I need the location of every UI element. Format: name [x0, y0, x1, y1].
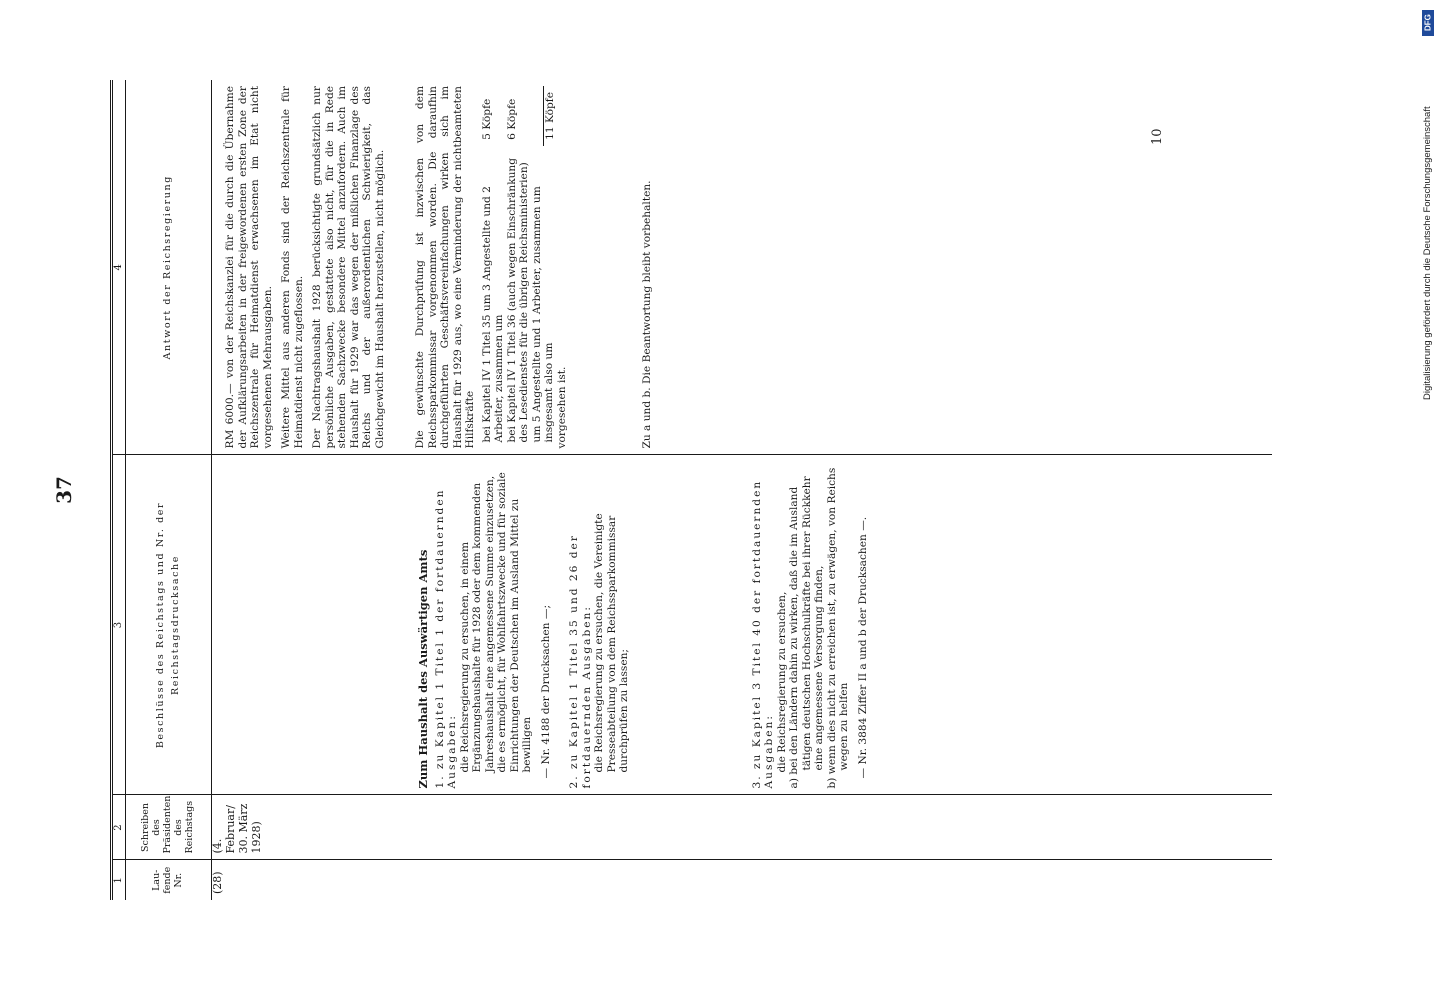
answer-1 [224, 86, 305, 449]
header-antwort: Antwort der Reichsregierung [126, 80, 212, 455]
item-reference: — Nr. 3884 Ziffer II a und b der Drucksachen —. [856, 516, 869, 779]
answer-2 [311, 86, 386, 449]
resolutions-cell [212, 455, 1273, 795]
resolution-item-2 [568, 462, 631, 789]
answer-text: Der Nachtragshaushalt 1928 berücksichtigte grundsätzlich nur persönliche Ausgaben, gestattete also nicht, für die in Rede stehenden Sachzwecke besondere Mittel anzufordern. Auch im Haushalt für 1929 war das wegen der mißlichen Finanzlage des Reichs und der außerordentlichen Schwierigkeit, das Gleichgewicht im Haushalt herzustellen, nicht möglich. [311, 86, 386, 449]
col-number-3: 3 [112, 455, 126, 795]
resolutions-table [110, 80, 1272, 900]
item-text: die Reichsregierung zu ersuchen, [775, 591, 788, 773]
item-label: 1. zu Kapitel 1 Titel 1 der fortdauernden Ausgaben: [433, 488, 459, 789]
section-title: Zum Haushalt des Auswärtigen Amts [416, 549, 430, 789]
resolution-item-1 [434, 462, 553, 789]
col-number-1: 1 [112, 860, 126, 900]
side-credit [1422, 10, 1434, 400]
personnel-tally [481, 86, 557, 449]
item-text: die Reichsregierung zu ersuchen, die Vereinigte Presseabteilung von dem Reichssparkommissar durchprüfen zu lassen; [593, 513, 631, 773]
dfg-logo: DFG [1422, 10, 1434, 36]
answer-4 [641, 86, 654, 449]
column-number-row [112, 80, 126, 900]
tally-line-2: bei Kapitel IV 1 Titel 36 (auch wegen Einschränkung des Lesedienstes für die übrigen Reichsministerien) um 5 Angestellte und 1 Arbeiter, zusammen um [505, 157, 543, 443]
header-row [126, 80, 212, 900]
answer-text: Die gewünschte Durchprüfung ist inzwischen von dem Reichssparkommissar vorgenommen worden. Die daraufhin durchgeführten Geschäftsvereinfachungen wirken sich im Haushalt für 1929 aus, wo eine Verminderung der nichtbeamteten Hilfskräfte [414, 86, 476, 449]
entry-date: (4. Februar/ 30. März 1928) [212, 795, 1273, 860]
page-number: 37 [52, 476, 76, 504]
header-beschluesse: Beschlüsse des Reichstags und Nr. der Reichstagsdrucksache [126, 455, 212, 795]
header-lfd-nr: Lau-fende Nr. [126, 860, 212, 900]
tally-value-3: 11 Köpfe [543, 92, 556, 140]
col-number-4: 4 [112, 80, 126, 455]
answer-text: Zu a und b. Die Beantwortung bleibt vorbehalten. [640, 180, 653, 449]
gutter-mark: 10 [1150, 128, 1165, 145]
rotated-page [52, 80, 1295, 900]
tally-line-1: bei Kapitel IV 1 Titel 35 um 3 Angestellte und 2 Arbeiter, zusammen um [480, 186, 505, 443]
answer-text-end: vorgesehen ist. [556, 366, 568, 449]
item-sub-b: b) wenn dies nicht zu erreichen ist, zu erwägen, von Reichs wegen zu helfen [825, 467, 851, 789]
tally-line-3: insgesamt also um [543, 342, 555, 443]
entry-number: (28) [211, 871, 224, 894]
col-number-2: 2 [112, 795, 126, 860]
answer-3 [414, 86, 569, 449]
item-reference: — Nr. 4188 der Drucksachen —; [539, 604, 552, 779]
item-text: die Reichsregierung zu ersuchen, in einem Ergänzungshaushalte für 1928 oder dem kommenden Jahreshaushalt eine angemessene Summe einzusetzen, die es ermöglicht, für Wohlfahrtszwecke und für soziale Einrichtungen der Deutschen im Ausland Mittel zu bewilligen [458, 472, 534, 773]
item-label: 2. zu Kapitel 1 Titel 35 und 26 der fortdauernden Ausgaben: [568, 534, 593, 789]
item-label: 3. zu Kapitel 3 Titel 40 der fortdauernden Ausgaben: [750, 479, 776, 789]
header-schreiben: Schreiben des Präsidenten des Reichstags [126, 795, 212, 860]
answer-text-continued: Weitere Mittel aus anderen Fonds sind der Reichszentrale für Heimatdienst nicht zugeflossen. [280, 86, 305, 449]
entry-row [212, 80, 1273, 900]
resolution-item-3 [751, 462, 870, 789]
answer-text: RM 6000.— von der Reichskanzlei für die durch die Übernahme der Aufklärungsarbeiten in der freigewordenen ersten Zone der Reichszentrale für Heimatdienst erwachsenen im Etat nicht vorgesehenen Mehrausgaben. [224, 86, 274, 449]
answers-cell [212, 80, 1273, 455]
item-sub-a: a) bei den Ländern dahin zu wirken, daß die im Ausland tätigen deutschen Hochschulkräfte bei ihrer Rückkehr eine angemessene Versorgung finden, [788, 476, 826, 789]
tally-value-2: 6 Köpfe [506, 86, 544, 146]
credit-text: Digitalisierung gefördert durch die Deutsche Forschungsgemeinschaft [1422, 106, 1433, 400]
tally-value-1: 5 Köpfe [480, 98, 493, 140]
